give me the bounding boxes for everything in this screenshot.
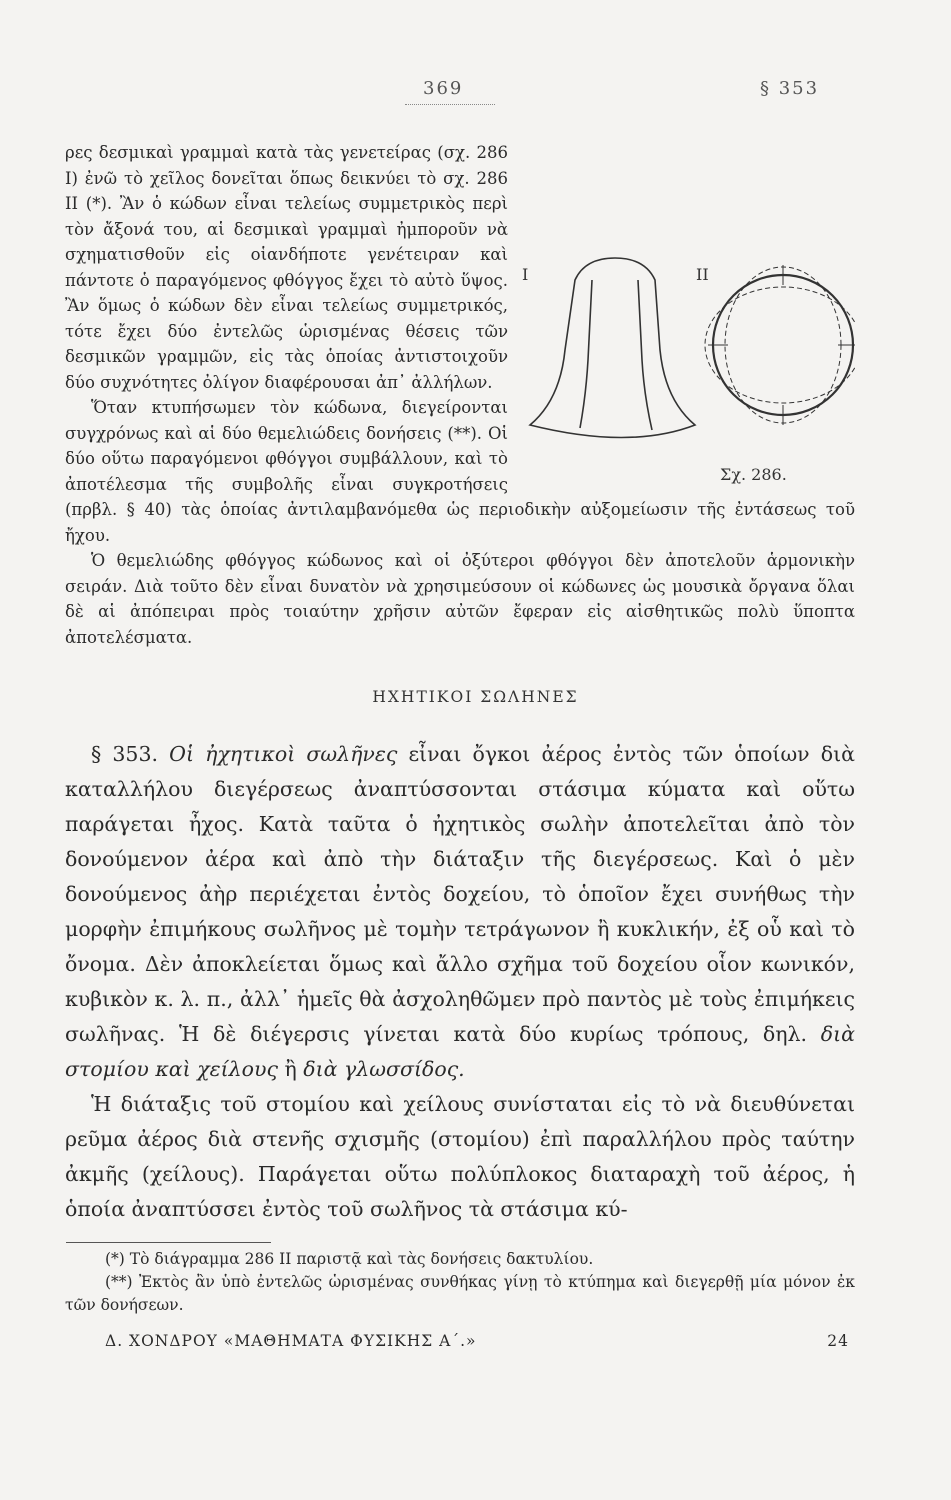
paragraph-beats: Ὅταν κτυπήσωμεν τὸν κώδωνα, διεγείρονται συγχρόνως καὶ αἱ δύο θεμελιώδεις δονήσεις (**). Οἱ δύο οὕτω παραγόμενοι φθόγγοι συμβάλλουν, καὶ τὸ ἀποτέλεσμα τῆς συμβολῆς εἶναι συγκροτήσεις (πρβλ. § 40) τὰς ὁποίας ἀντιλαμβανόμεθα ὡς περιοδικὴν αὐξομείωσιν τῆς ἐντάσεως τοῦ ἤχου.	[65, 398, 855, 545]
mode-mouth-lip: διὰ στομίου καὶ χείλους	[65, 1022, 855, 1081]
paragraph-not-harmonic: Ὁ θεμελιώδης φθόγγος κώδωνος καὶ οἱ ὀξύτεροι φθόγγοι δὲν ἀποτελοῦν ἁρμονικὴν σειράν. Διὰ τοῦτο δὲν εἶναι δυνατὸν νὰ χρησιμεύσουν οἱ κώδωνες ὡς μουσικὰ ὄργανα ὅλαι δὲ αἱ ἀπόπειραι πρὸς τοιαύτην χρῆσιν αὐτῶν ἔφεραν εἰς αἰσθητικῶς πολὺ ὕποπτα ἀποτελέσματα.	[65, 551, 855, 647]
bell-outline-i	[530, 258, 695, 438]
footnote-2: (**) Ἐκτὸς ἂν ὑπὸ ἐντελῶς ὡρισμένας συνθήκας γίνῃ τὸ κτύπημα καὶ διεγερθῇ μία μόνον ἐκ τῶν δονήσεων.	[65, 1273, 855, 1314]
footnotes	[65, 1248, 855, 1317]
figure-caption: Σχ. 286.	[720, 465, 787, 484]
paragraph-1-text: ρες δεσμικαὶ γραμμαὶ κατὰ τὰς γενετείρας (σχ. 286 I) ἐνῶ τὸ χεῖλος δονεῖται ὅπως δεικνύει τὸ σχ. 286 II (*). Ἂν ὁ κώδων εἶναι τελείως συμμετρικὸς περὶ τὸν ἄξονά του, αἱ δεσμικαὶ γραμμαὶ ἠμποροῦν νὰ σχηματισθοῦν εἰς οἱανδήποτε γενέτειραν καὶ πάντοτε ὁ παραγόμενος φθόγγος ἔχει τὸ αὐτὸ ὕψος. Ἂν ὅμως ὁ κώδων δὲν εἶναι τελείως συμμετρικός, τότε ἔχει δύο ἐντελῶς ὡρισμένας θέσεις τῶν δεσμικῶν γραμμῶν, εἰς τὰς ὁποίας ἀντιστοιχοῦν δύο συχνότητες ὀλίγον διαφέρουσαι ἀπ᾽ ἀλλήλων.	[65, 143, 508, 392]
figure-label-ii: II	[696, 265, 709, 284]
figure-label-i: I	[522, 265, 529, 284]
paragraph-mouth-lip: Ἡ διάταξις τοῦ στομίου καὶ χείλους συνίσταται εἰς τὸ νὰ διευθύνεται ρεῦμα ἀέρος διὰ στενῆς σχισμῆς (στομίου) ἐπὶ παραλλήλου πρὸς ταύτην ἀκμῆς (χείλους). Παράγεται οὕτω πολύπλοκος διαταραχὴ τοῦ ἀέρος, ἡ ὁποία ἀναπτύσσει ἐντὸς τοῦ σωλῆνος τὰ στάσιμα κύ-	[65, 1092, 855, 1221]
signature-mark: 24	[827, 1332, 849, 1350]
header-dotted-rule	[405, 104, 495, 105]
figure-286	[520, 250, 855, 488]
footnote-1: (*) Τὸ διάγραμμα 286 II παριστᾷ καὶ τὰς δονήσεις δακτυλίου.	[105, 1250, 594, 1268]
pipes-definition-text: εἶναι ὄγκοι ἀέρος ἐντὸς τῶν ὁποίων διὰ καταλλήλου διεγέρσεως ἀναπτύσσονται στάσιμα κύματα καὶ οὕτω παράγεται ἦχος. Κατὰ ταῦτα ὁ ἠχητικὸς σωλὴν ἀποτελεῖται ἀπὸ τὸν δονούμενον ἀέρα καὶ ἀπὸ τὴν διάταξιν τῆς διεγέρσεως. Καὶ ὁ μὲν δονούμενος ἀὴρ περιέχεται ἐντὸς δοχείου, τὸ ὁποῖον ἔχει συνήθως τὴν μορφὴν ἐπιμήκους σωλῆνος μὲ τομὴν τετράγωνον ἢ κυκλικήν, ἐξ οὗ καὶ τὸ ὄνομα. Δὲν ἀποκλείεται ὅμως καὶ ἄλλο σχῆμα τοῦ δοχείου οἷον κωνικόν, κυβικὸν κ. λ. π., ἀλλ᾽ ἡμεῖς θὰ ἀσχοληθῶμεν πρὸ παντὸς μὲ τοὺς ἐπιμήκεις σωλῆνας. Ἡ δὲ διέγερσις γίνεται κατὰ δύο κυρίως τρόπους, δηλ.	[65, 742, 855, 1046]
term-sound-pipes: Οἱ ἠχητικοὶ σωλῆνες	[169, 742, 398, 766]
mode-reed: διὰ γλωσσίδος.	[303, 1057, 465, 1081]
page-number: 369	[423, 78, 464, 99]
bell-diagram	[520, 250, 855, 488]
section-heading: ΗΧΗΤΙΚΟΙ ΣΩΛΗΝΕΣ	[372, 688, 579, 706]
page-footer	[65, 1332, 855, 1350]
section-number: § 353.	[91, 742, 159, 766]
page-header	[0, 78, 951, 108]
section-reference: § 353	[760, 78, 820, 99]
pipes-text-block	[65, 737, 855, 1227]
or-word: ἢ	[277, 1057, 304, 1081]
footnote-rule	[66, 1242, 271, 1243]
paragraph-pipes-definition	[65, 737, 855, 1087]
ring-diagram-ii	[705, 265, 855, 425]
author-book-title: Δ. ΧΟΝΔΡΟΥ «ΜΑΘΗΜΑΤΑ ΦΥΣΙΚΗΣ Α΄.»	[105, 1332, 477, 1350]
bell-text-block	[65, 140, 855, 650]
